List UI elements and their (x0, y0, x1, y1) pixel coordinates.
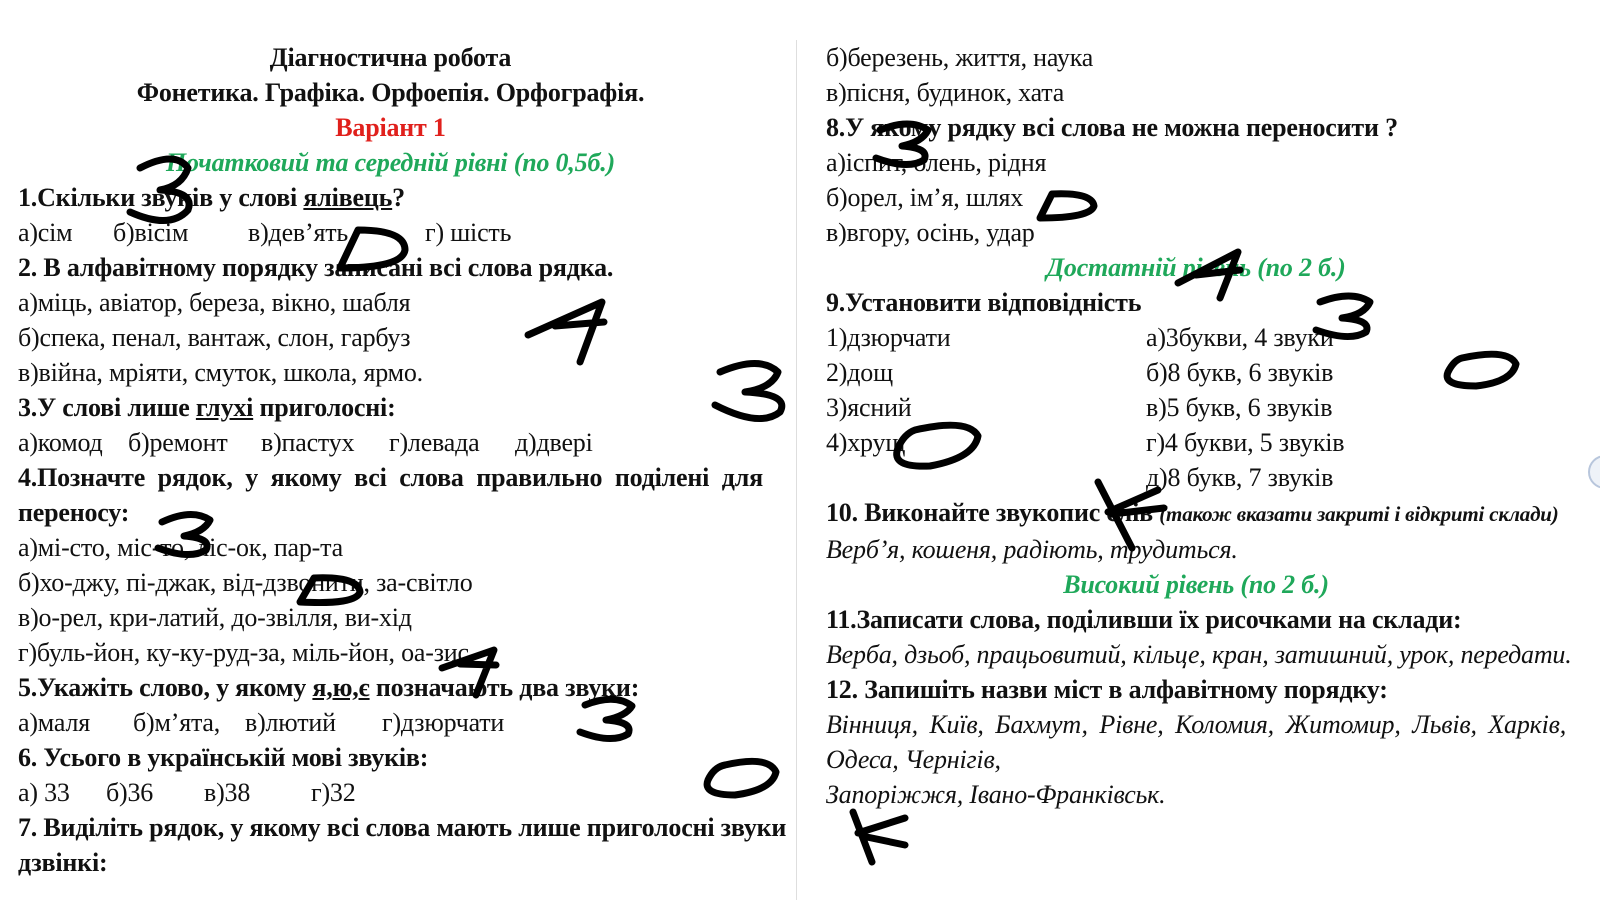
question-4-line-2: переносу: (18, 498, 130, 527)
matching-row: д)8 букв, 7 звуків (1146, 463, 1334, 492)
question-1-word: ялівець (303, 183, 393, 212)
answer-option: б)орел, ім’я, шлях (826, 183, 1024, 212)
answer-option: в)38 (204, 778, 251, 807)
answer-option: б)ремонт (128, 428, 228, 457)
question-10-note: (також вказати закриті і відкриті склади) (1159, 502, 1559, 526)
answer-option: а)міць, авіатор, береза, вікно, шабля (18, 288, 411, 317)
question-11: 11.Записати слова, поділивши їх рисочками на склади: (826, 605, 1462, 634)
answer-option: б)хо-джу, пі-джак, від-дзвонити, за-світло (18, 568, 473, 597)
answer-option: г)буль-йон, ку-ку-руд-за, міль-йон, оа-зис (18, 638, 469, 667)
question-12-words-line-3: Запоріжжя, Івано-Франківськ. (826, 780, 1166, 809)
question-5-word: я,ю,є (312, 673, 370, 702)
question-4-line-1: 4.Позначте рядок, у якому всі слова правильно поділені для (18, 463, 763, 492)
question-6: 6. Усього в українській мові звуків: (18, 743, 429, 772)
matching-row: 1)дзюрчати а)3букви, 4 звуки (826, 323, 1334, 352)
question-12-words-line-2: Одеса, Чернігів, (826, 745, 1001, 774)
document-title: Діагностична робота (269, 43, 512, 72)
answer-option: а)сім (18, 218, 73, 247)
answer-option: г)32 (311, 778, 356, 807)
question-7-line-1: 7. Виділіть рядок, у якому всі слова мають лише приголосні звуки (18, 813, 787, 842)
question-5-options (18, 705, 763, 740)
answer-option: в)пастух (261, 428, 355, 457)
question-5: 5.Укажіть слово, у якому я,ю,є позначають два звуки: (18, 673, 640, 702)
answer-option: в)о-рел, кри-латий, до-звілля, ви-хід (18, 603, 412, 632)
right-column (826, 40, 1572, 812)
answer-option: в)пісня, будинок, хата (826, 78, 1065, 107)
column-divider (796, 40, 797, 900)
answer-option: а) 33 (18, 778, 70, 807)
question-10-words: Верб’я, кошеня, радіють, трудиться. (826, 535, 1238, 564)
answer-option: а)іспит, олень, рідня (826, 148, 1047, 177)
question-11-words: Верба, дзьоб, працьовитий, кільце, кран, затишний, урок, передати. (826, 640, 1572, 669)
matching-row: 2)дощ б)8 букв, 6 звуків (826, 358, 1334, 387)
question-1-options (18, 215, 763, 250)
answer-option: б)36 (106, 778, 154, 807)
answer-option: д)двері (515, 428, 593, 457)
question-3-options (18, 425, 763, 460)
question-12-words-line-1: Вінниця, Київ, Бахмут, Рівне, Коломия, Житомир, Львів, Харків, (826, 710, 1566, 739)
document-subtitle: Фонетика. Графіка. Орфоепія. Орфографія. (136, 78, 645, 107)
matching-row: 3)ясний в)5 букв, 6 звуків (826, 393, 1333, 422)
answer-option: б)вісім (113, 218, 189, 247)
level-heading-sufficient: Достатній рівень (по 2 б.) (1046, 253, 1346, 282)
answer-option: а)комод (18, 428, 103, 457)
handwritten-mark (853, 812, 905, 862)
answer-option: г)левада (389, 428, 480, 457)
question-3-word: глухі (195, 393, 254, 422)
matching-row: 4)хрущ г)4 букви, 5 звуків (826, 428, 1345, 457)
answer-option: в)вгору, осінь, удар (826, 218, 1035, 247)
answer-option: б)м’ята, (133, 708, 221, 737)
question-3: 3.У слові лише глухі приголосні: (18, 393, 396, 422)
question-6-options (18, 775, 763, 810)
side-panel-icon[interactable] (1588, 455, 1600, 489)
question-8: 8.У якому рядку всі слова не можна переносити ? (826, 113, 1398, 142)
answer-option: в)лютий (245, 708, 336, 737)
question-9: 9.Установити відповідність (826, 288, 1142, 317)
left-column (18, 40, 787, 880)
answer-option: а)маля (18, 708, 90, 737)
variant-label: Варіант 1 (335, 113, 446, 142)
question-7-line-2: дзвінкі: (18, 848, 108, 877)
answer-option: в)дев’ять (248, 218, 349, 247)
question-2: 2. В алфавітному порядку записані всі слова рядка. (18, 253, 614, 282)
answer-option: в)війна, мріяти, смуток, школа, ярмо. (18, 358, 423, 387)
question-10: 10. Виконайте звукопис слів (також вказати закриті і відкриті склади) (826, 498, 1559, 527)
answer-option: б)березень, життя, наука (826, 43, 1094, 72)
answer-option: г) шість (425, 218, 512, 247)
question-1: 1.Скільки звуків у слові ялівець? (18, 183, 405, 212)
answer-option: г)дзюрчати (382, 708, 505, 737)
answer-option: б)спека, пенал, вантаж, слон, гарбуз (18, 323, 411, 352)
question-12: 12. Запишіть назви міст в алфавітному порядку: (826, 675, 1388, 704)
level-heading-high: Високий рівень (по 2 б.) (1063, 570, 1329, 599)
level-heading-basic: Початковий та середній рівні (по 0,5б.) (166, 148, 615, 177)
answer-option: а)мі-сто, міс-то, ліс-ок, пар-та (18, 533, 343, 562)
